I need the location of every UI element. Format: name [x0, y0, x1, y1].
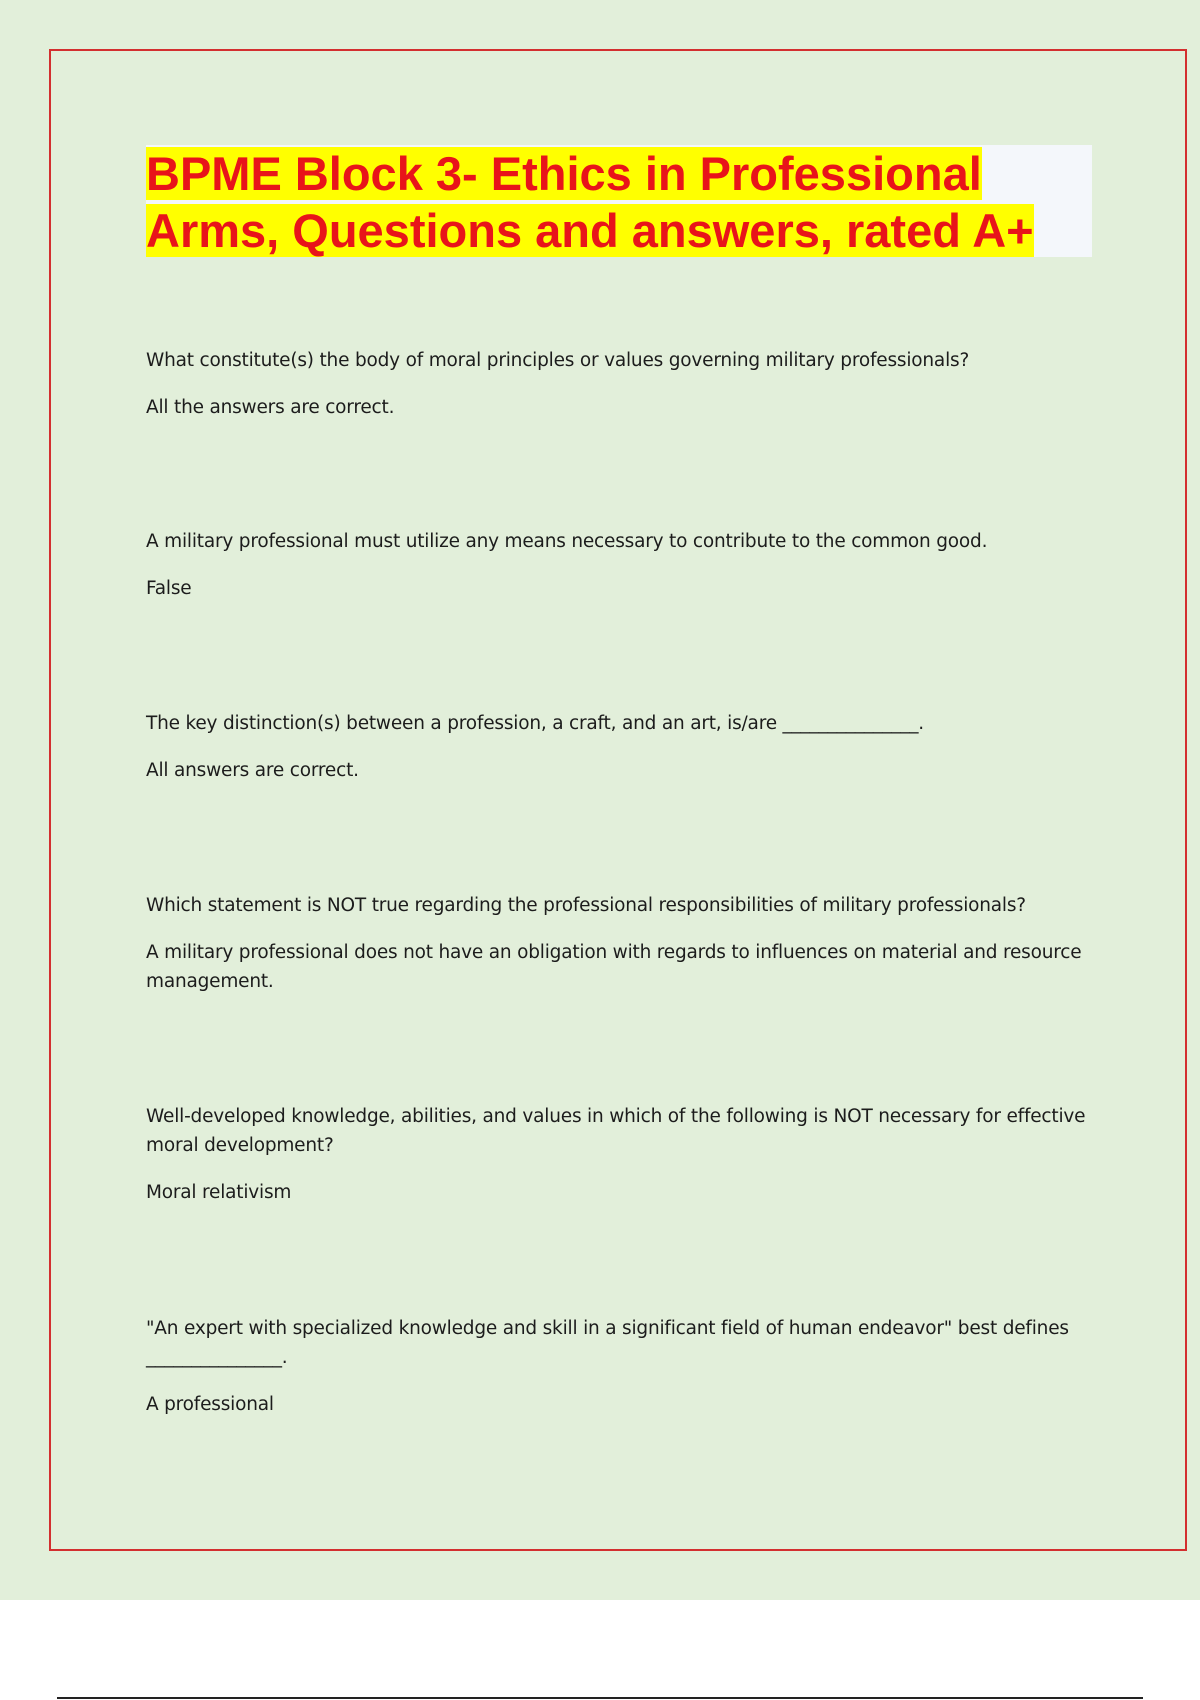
qa-item-2 — [146, 527, 1086, 603]
title-block — [146, 145, 1092, 257]
footer-divider — [57, 1697, 1143, 1699]
question-text: Which statement is NOT true regarding the professional responsibilities of military professionals? — [146, 895, 1026, 916]
answer-text: All answers are correct. — [146, 760, 359, 781]
qa-item-6 — [146, 1314, 1086, 1419]
answer-text: False — [146, 578, 192, 599]
answer-text: Moral relativism — [146, 1182, 292, 1203]
qa-item-4 — [146, 891, 1086, 996]
qa-item-1 — [146, 346, 1086, 422]
document-title — [146, 145, 1092, 259]
question-text: What constitute(s) the body of moral principles or values governing military professionals? — [146, 350, 970, 371]
question-text: "An expert with specialized knowledge and skill in a significant field of human endeavor" best defines _______________. — [146, 1318, 1069, 1368]
question-text: A military professional must utilize any means necessary to contribute to the common good. — [146, 531, 988, 552]
title-highlight: BPME Block 3- Ethics in Professional Arms, Questions and answers, rated A+ — [146, 147, 1034, 257]
qa-item-5 — [146, 1102, 1086, 1207]
question-text: The key distinction(s) between a profession, a craft, and an art, is/are _______________. — [146, 713, 924, 734]
answer-text: All the answers are correct. — [146, 397, 395, 418]
qa-item-3 — [146, 709, 1086, 785]
question-text: Well-developed knowledge, abilities, and values in which of the following is NOT necessary for effective moral development? — [146, 1106, 1086, 1156]
answer-text: A professional — [146, 1394, 274, 1415]
answer-text: A military professional does not have an obligation with regards to influences on material and resource management. — [146, 942, 1082, 992]
